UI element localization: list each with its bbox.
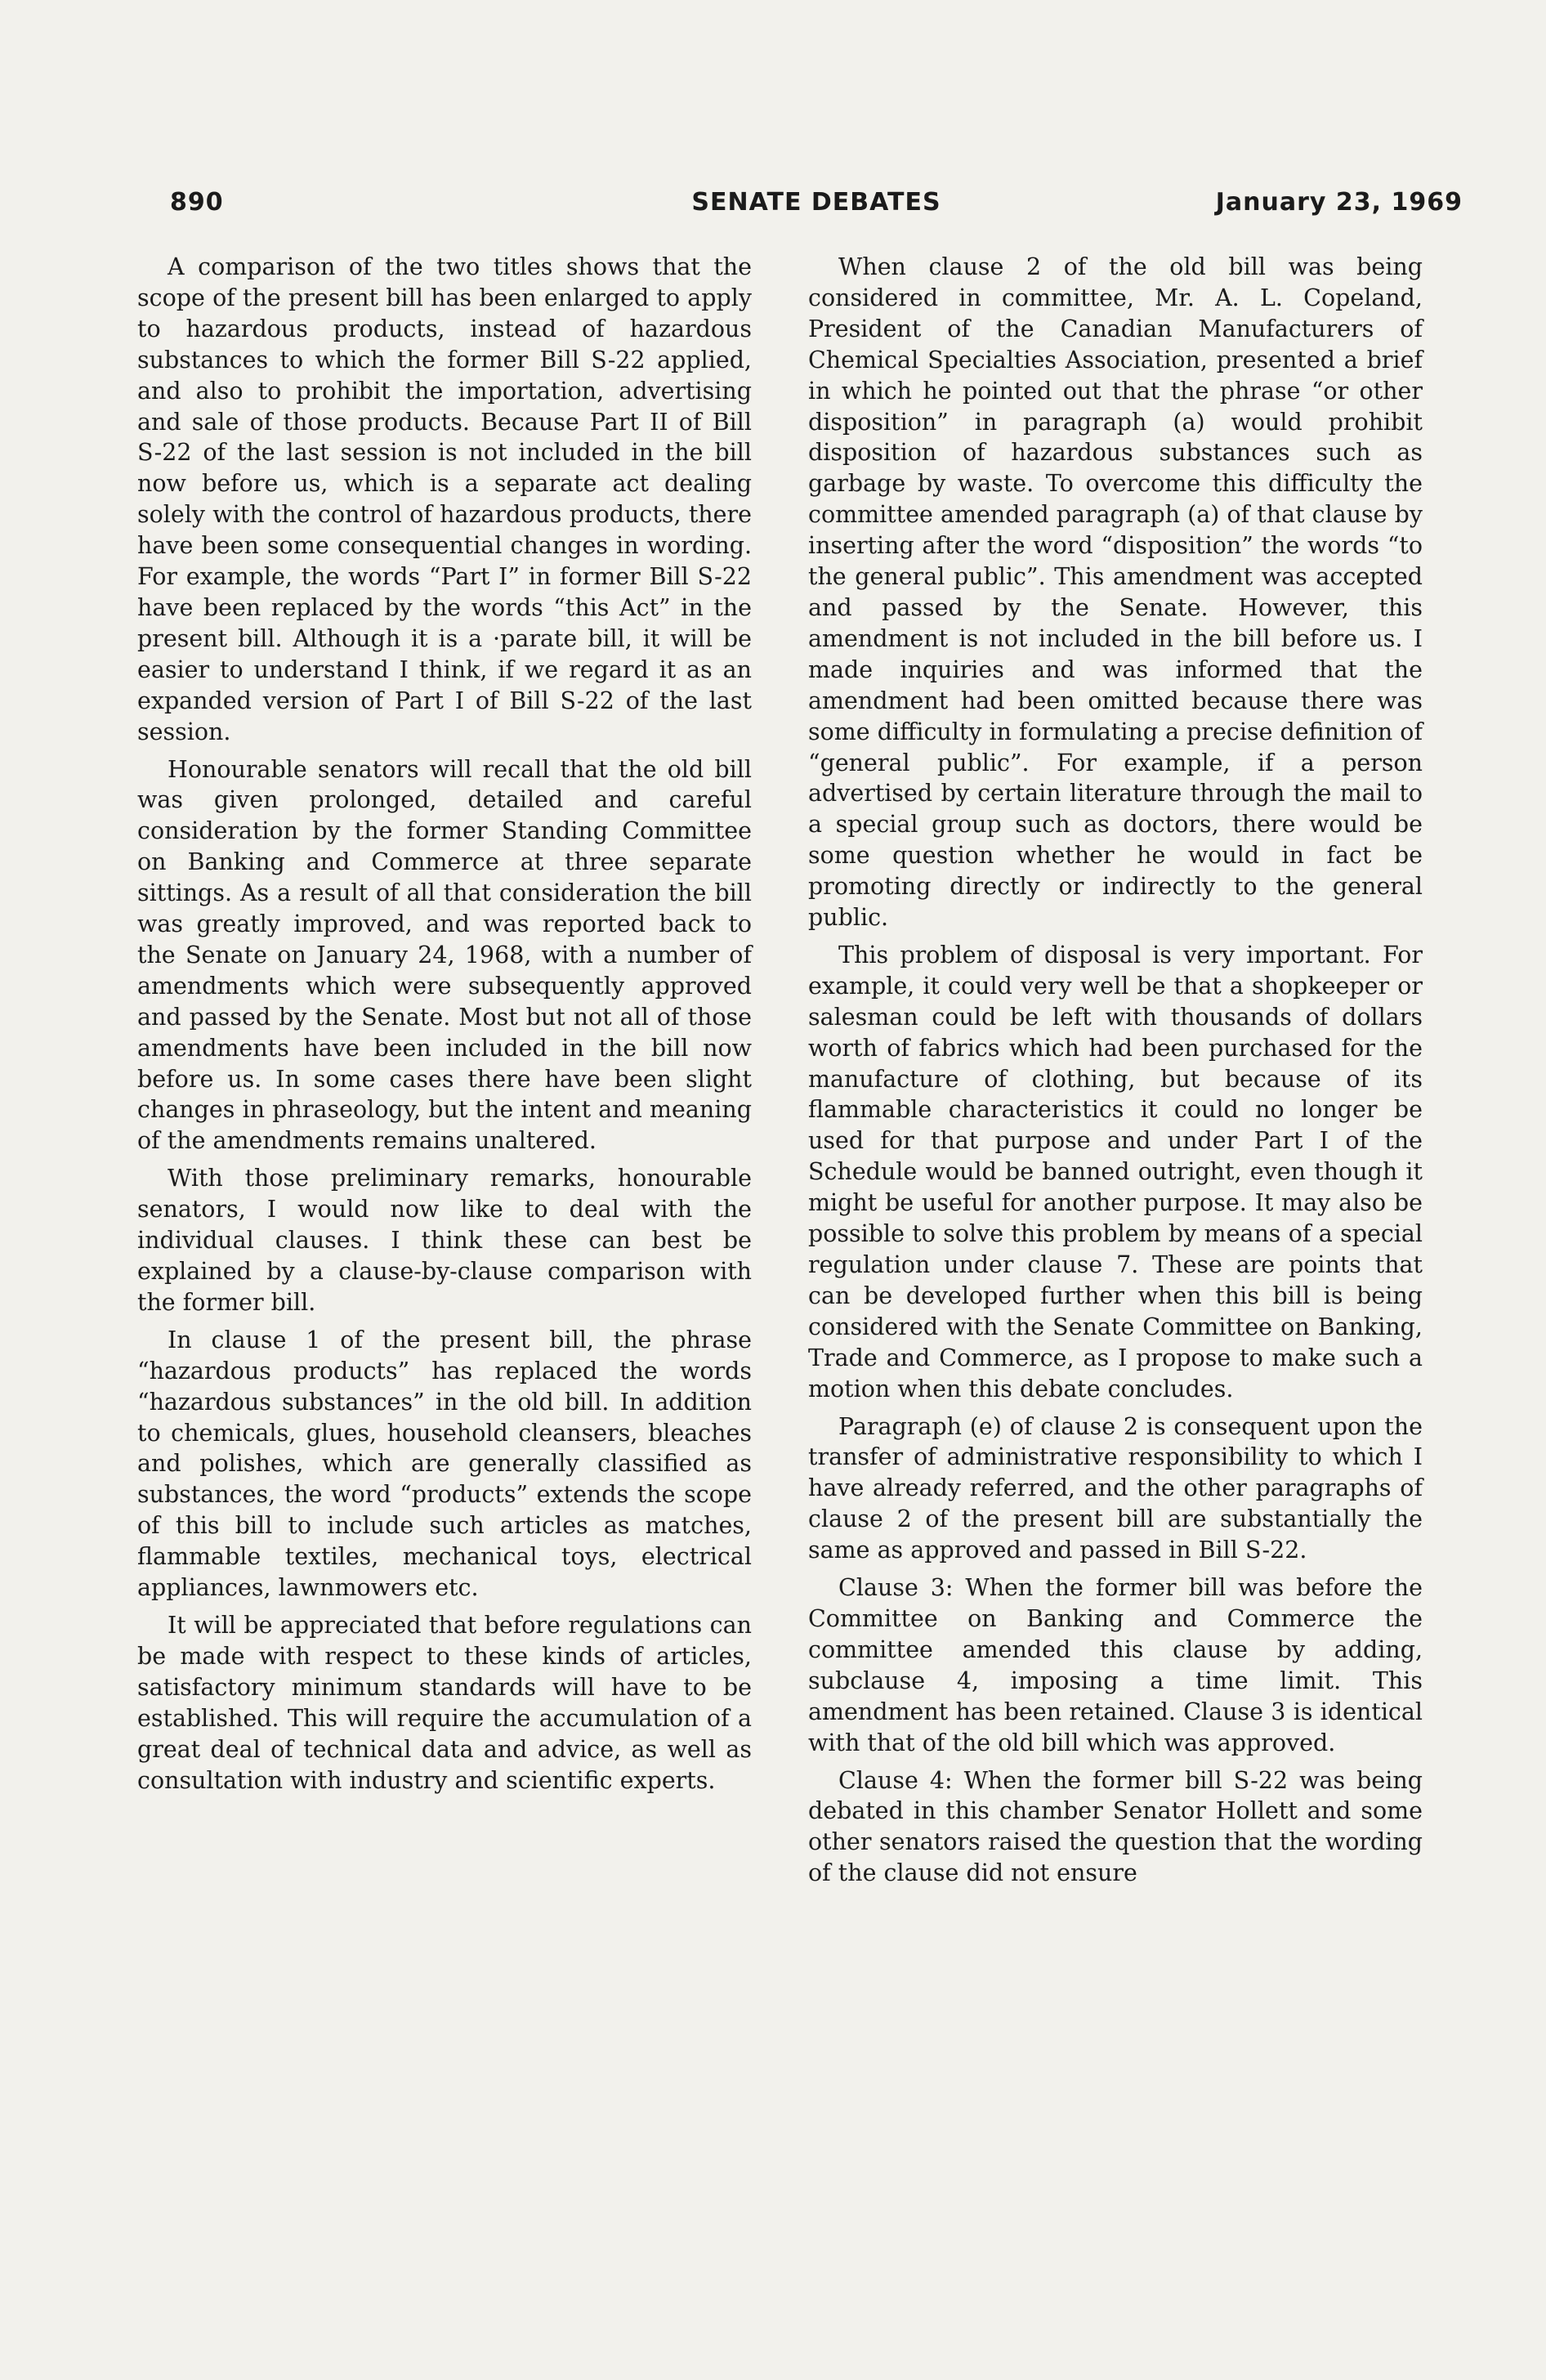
paragraph: It will be appreciated that before regulations can be made with respect to these kinds of articles, satisfactory minimum standards will have to be established. This will require the accumulation of a great deal of technical data and advice, as well as consultation with industry and scientific experts.	[137, 1611, 752, 1794]
right-column	[808, 252, 1423, 1895]
paragraph: A comparison of the two titles shows that the scope of the present bill has been enlarged to apply to hazardous products, instead of hazardous substances to which the former Bill S-22 applied, and also to prohibit the importation, advertising and sale of those products. Because Part II of Bill S-22 of the last session is not included in the bill now before us, which is a separate act dealing solely with the control of hazardous products, there have been some consequential changes in wording. For example, the words “Part I” in former Bill S-22 have been replaced by the words “this Act” in the present bill. Although it is a ·parate bill, it will be easier to understand I think, if we regard it as an expanded version of Part I of Bill S-22 of the last session.	[137, 253, 752, 745]
header-date: January 23, 1969	[1215, 188, 1463, 217]
left-column	[137, 252, 752, 1802]
paragraph: Clause 4: When the former bill S-22 was being debated in this chamber Senator Hollett and some other senators raised the question that the wording of the clause did not ensure	[808, 1766, 1423, 1887]
page-header	[170, 188, 1463, 224]
paragraph: In clause 1 of the present bill, the phrase “hazardous products” has replaced the words “hazardous substances” in the old bill. In addition to chemicals, glues, household cleansers, bleaches and polishes, which are generally classified as substances, the word “products” extends the scope of this bill to include such articles as matches, flammable textiles, mechanical toys, electrical appliances, lawnmowers etc.	[137, 1326, 752, 1602]
paragraph: With those preliminary remarks, honourable senators, I would now like to deal with the individual clauses. I think these can best be explained by a clause-by-clause comparison with the former bill.	[137, 1165, 752, 1316]
paragraph: Honourable senators will recall that the old bill was given prolonged, detailed and careful consideration by the former Standing Committee on Banking and Commerce at three separate sittings. As a result of all that consideration the bill was greatly improved, and was reported back to the Senate on January 24, 1968, with a number of amendments which were subsequently approved and passed by the Senate. Most but not all of those amendments have been included in the bill now before us. In some cases there have been slight changes in phraseology, but the intent and meaning of the amendments remains unaltered.	[137, 755, 752, 1155]
paragraph: Clause 3: When the former bill was before the Committee on Banking and Commerce the committee amended this clause by adding, subclause 4, imposing a time limit. This amendment has been retained. Clause 3 is identical with that of the old bill which was approved.	[808, 1574, 1423, 1756]
running-title: SENATE DEBATES	[691, 188, 941, 217]
paragraph: Paragraph (e) of clause 2 is consequent upon the transfer of administrative responsibility to which I have already referred, and the other paragraphs of clause 2 of the present bill are substantially the same as approved and passed in Bill S-22.	[808, 1412, 1423, 1564]
paragraph: When clause 2 of the old bill was being considered in committee, Mr. A. L. Copeland, President of the Canadian Manufacturers of Chemical Specialties Association, presented a brief in which he pointed out that the phrase “or other disposition” in paragraph (a) would prohibit disposition of hazardous substances such as garbage by waste. To overcome this difficulty the committee amended paragraph (a) of that clause by inserting after the word “disposition” the words “to the general public”. This amendment was accepted and passed by the Senate. However, this amendment is not included in the bill before us. I made inquiries and was informed that the amendment had been omitted because there was some difficulty in formulating a precise definition of “general public”. For example, if a person advertised by certain literature through the mail to a special group such as doctors, there would be some question whether he would in fact be promoting directly or indirectly to the general public.	[808, 253, 1423, 932]
page-number: 890	[170, 188, 224, 217]
paragraph: This problem of disposal is very important. For example, it could very well be that a shopkeeper or salesman could be left with thousands of dollars worth of fabrics which had been purchased for the manufacture of clothing, but because of its flammable characteristics it could no longer be used for that purpose and under Part I of the Schedule would be banned outright, even though it might be useful for another purpose. It may also be possible to solve this problem by means of a special regulation under clause 7. These are points that can be developed further when this bill is being considered with the Senate Committee on Banking, Trade and Commerce, as I propose to make such a motion when this debate concludes.	[808, 941, 1423, 1402]
